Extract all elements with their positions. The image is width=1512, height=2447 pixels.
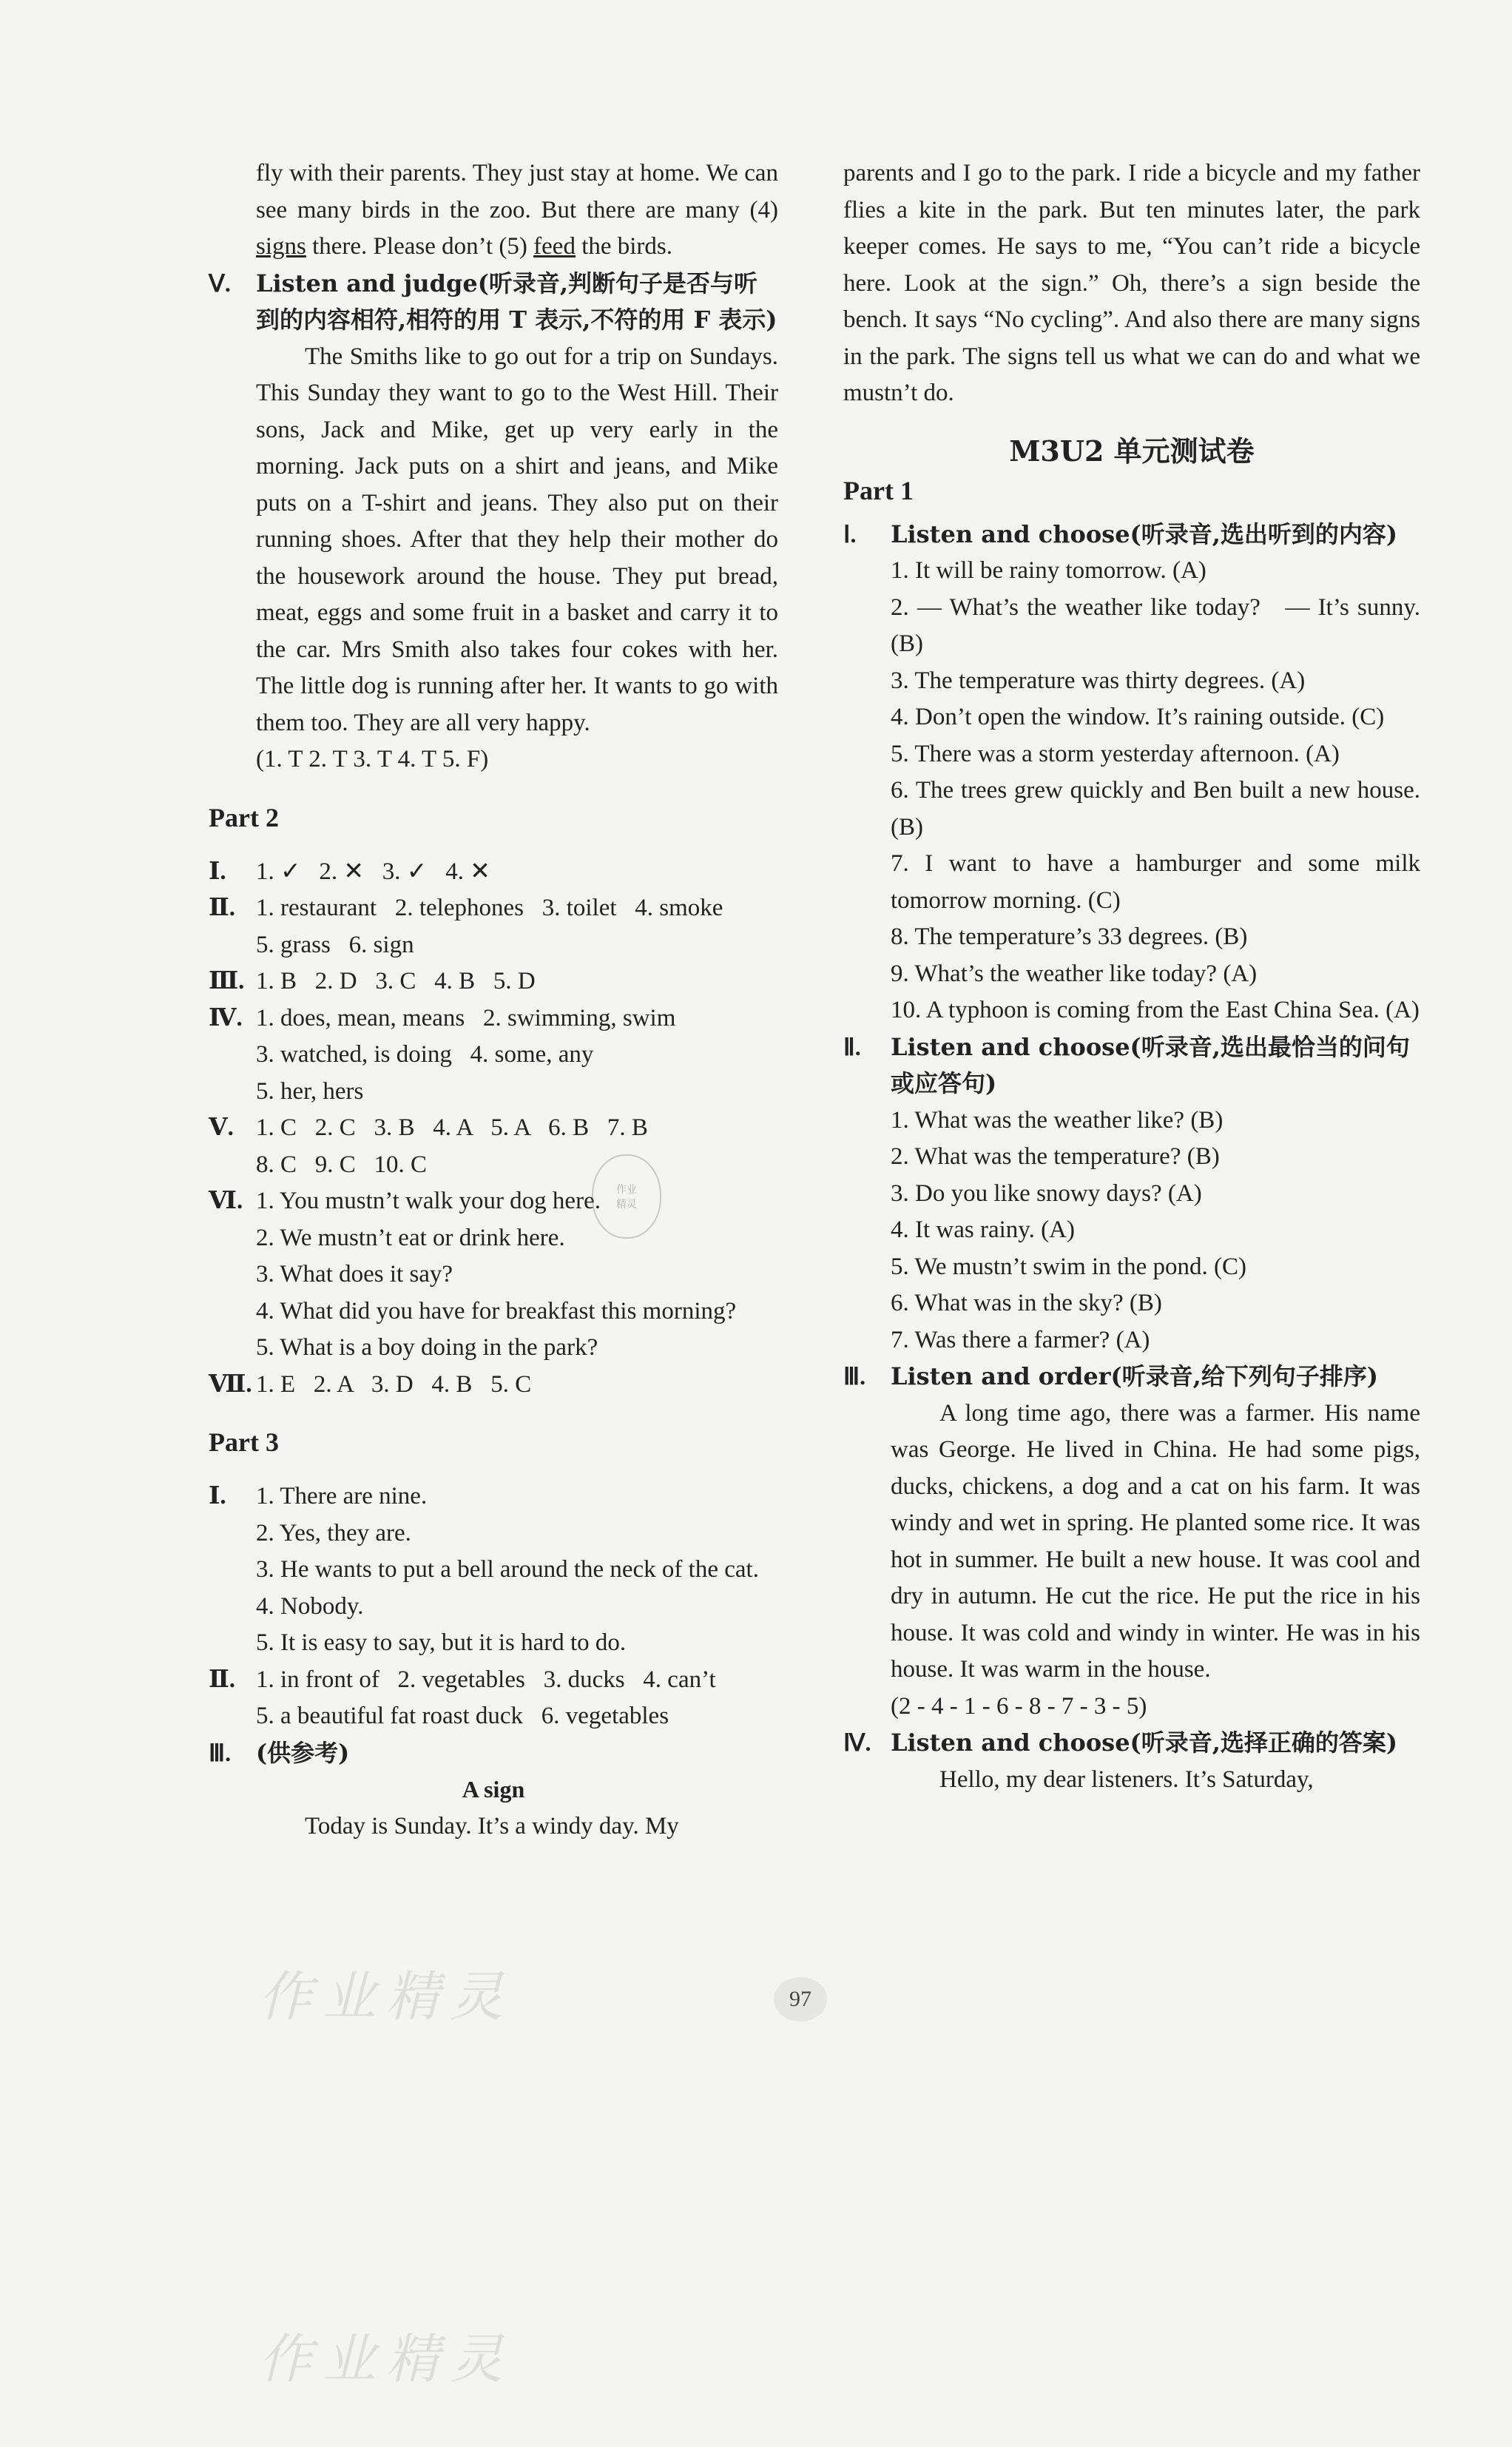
roman-numeral: Ⅴ.: [209, 1114, 234, 1141]
answer-signs: signs: [256, 233, 306, 260]
answer-line: 1. You mustn’t walk your dog here.: [256, 1188, 601, 1214]
answer-line: 1. B 2. D 3. C 4. B 5. D: [256, 968, 536, 994]
answer-row: [209, 1183, 778, 1367]
list-item: 2. — What’s the weather like today? — It’s sunny. (B): [891, 593, 1427, 657]
list-item: 9. What’s the weather like today? (A): [891, 960, 1258, 987]
section-v-heading: Ⅴ. Listen and judge(听录音,判断句子是否与听到的内容相符,相符的用 T 表示,不符的用 F 表示): [209, 269, 777, 334]
list-item: 7. I want to have a hamburger and some milk tomorrow morning. (C): [891, 850, 1427, 914]
answer-line: 5. What is a boy doing in the park?: [256, 1334, 598, 1361]
answer-row: [209, 890, 778, 963]
answer-row: [209, 1367, 778, 1404]
list-item: 8. The temperature’s 33 degrees. (B): [891, 923, 1248, 950]
roman-numeral: Ⅶ.: [209, 1370, 252, 1398]
r-section-iii-heading: Ⅲ. Listen and order(听录音,给下列句子排序): [843, 1362, 1378, 1390]
answer-line: 3. What does it say?: [256, 1261, 453, 1288]
list-item: 6. What was in the sky? (B): [891, 1290, 1162, 1316]
part1-title: Part 1: [843, 475, 914, 505]
answer-line: 1. ✓ 2. ✕ 3. ✓ 4. ✕: [256, 858, 490, 885]
answer-row: [209, 1478, 778, 1662]
list-item: 3. Do you like snowy days? (A): [891, 1179, 1202, 1207]
answer-line: 5. a beautiful fat roast duck 6. vegetables: [256, 1703, 669, 1729]
story-continued: parents and I go to the park. I ride a bicycle and my father flies a kite in the park. But ten minutes later, the park keeper comes. He says to me, “You can’t ride a bicycle here. Look at the sign.” Oh, there’s a sign beside the bench. It says “No cycling”. And also there are many signs in the park. The signs tell us what we can do and what we mustn’t do.: [843, 160, 1420, 406]
r-section-iv-passage: Hello, my dear listeners. It’s Saturday,: [939, 1766, 1314, 1793]
right-column: [843, 155, 1427, 1798]
list-item: 5. We mustn’t swim in the pond. (C): [891, 1253, 1247, 1280]
answer-line: 2. We mustn’t eat or drink here.: [256, 1224, 565, 1251]
answer-row: [209, 1110, 778, 1183]
section-v-passage: The Smiths like to go out for a trip on Sundays. This Sunday they want to go to the West Hill. Their sons, Jack and Mike, get up very early in the morning. Jack puts on a shirt and jeans, and Mike puts on a T-shirt and jeans. They also put on their running shoes. After that they help their mother do the housework around the house. They put bread, meat, eggs and some fruit in a basket and carry it to the car. Mrs Smith also takes four cokes with her. The little dog is running after her. It wants to go with them too. They are all very happy.: [256, 343, 778, 736]
r-section-iii-answer: (2 - 4 - 1 - 6 - 8 - 7 - 3 - 5): [891, 1692, 1147, 1720]
answer-row: [209, 1000, 778, 1111]
section-v-answer: (1. T 2. T 3. T 4. T 5. F): [256, 746, 489, 773]
roman-numeral: Ⅳ.: [209, 1004, 243, 1031]
answer-line: 4. Nobody.: [256, 1592, 364, 1620]
answer-line: 8. C 9. C 10. C: [256, 1151, 428, 1178]
r-section-ii-list: [843, 1103, 1420, 1359]
answer-line: 5. It is easy to say, but it is hard to do.: [256, 1629, 627, 1656]
list-item: 5. There was a storm yesterday afternoon. (A): [891, 740, 1340, 767]
r-section-i-heading: Ⅰ. Listen and choose(听录音,选出听到的内容): [843, 519, 1397, 548]
list-item: 2. What was the temperature? (B): [891, 1143, 1220, 1170]
list-item: 7. Was there a farmer? (A): [891, 1326, 1150, 1353]
answer-line: 1. restaurant 2. telephones 3. toilet 4. smoke: [256, 895, 723, 921]
part3-title: Part 3: [209, 1427, 279, 1457]
intro-paragraph: fly with their parents. They just stay at home. We can see many birds in the zoo. But there are many (4) signs there. Please don’t (5) feed the birds.: [256, 160, 778, 260]
list-item: 4. Don’t open the window. It’s raining outside. (C): [891, 704, 1385, 730]
part3-list: [209, 1478, 778, 1735]
story-title: A sign: [462, 1776, 525, 1803]
list-item: 10. A typhoon is coming from the East China Sea. (A): [891, 997, 1420, 1023]
answer-line: 2. Yes, they are.: [256, 1519, 411, 1546]
r-section-iii-passage: A long time ago, there was a farmer. His name was George. He lived in China. He had some pigs, ducks, chickens, a dog and a cat on his farm. It was windy and wet in spring. He planted some rice. It was hot in summer. He built a new house. It was cool and dry in autumn. He cut the rice. He put the rice in his house. It was cold and windy in winter. He was in his house. It was warm in the house.: [891, 1399, 1420, 1683]
r-section-ii-heading: Ⅱ. Listen and choose(听录音,选出最恰当的问句或应答句): [843, 1032, 1410, 1097]
part3-section-iii: Ⅲ. (供参考): [209, 1738, 350, 1767]
stamp-seal: 作业 精灵: [592, 1154, 661, 1239]
part2-title: Part 2: [209, 802, 279, 832]
answer-line: 5. grass 6. sign: [256, 931, 414, 958]
left-column: [209, 155, 778, 1845]
answer-row: [209, 1662, 778, 1735]
watermark-logo: 作业精灵: [259, 1965, 514, 2027]
roman-numeral: Ⅱ.: [209, 1666, 236, 1693]
answer-row: [209, 854, 778, 891]
answer-feed: feed: [533, 233, 576, 260]
answer-line: 4. What did you have for breakfast this morning?: [256, 1297, 737, 1325]
answer-line: 1. in front of 2. vegetables 3. ducks 4. can’t: [256, 1666, 716, 1693]
answer-line: 5. her, hers: [256, 1077, 364, 1105]
answer-line: 1. C 2. C 3. B 4. A 5. A 6. B 7. B: [256, 1114, 648, 1141]
list-item: 4. It was rainy. (A): [891, 1216, 1075, 1243]
roman-numeral: Ⅲ.: [209, 968, 245, 994]
roman-numeral: Ⅱ.: [209, 895, 236, 921]
list-item: 3. The temperature was thirty degrees. (A): [891, 667, 1306, 694]
part2-list: [209, 854, 778, 1404]
answer-line: 3. watched, is doing 4. some, any: [256, 1041, 594, 1068]
list-item: 6. The trees grew quickly and Ben built a new house. (B): [891, 777, 1427, 841]
roman-numeral: Ⅰ.: [209, 858, 226, 885]
answer-line: 1. E 2. A 3. D 4. B 5. C: [256, 1370, 532, 1398]
r-section-iv-heading: Ⅳ. Listen and choose(听录音,选择正确的答案): [843, 1729, 1397, 1757]
story-start: Today is Sunday. It’s a windy day. My: [305, 1812, 679, 1840]
answer-line: 3. He wants to put a bell around the neck of the cat.: [256, 1556, 759, 1583]
page-number: 97: [774, 1977, 827, 2022]
watermark-logo-bottom: 作业精灵: [259, 2328, 514, 2390]
answer-line: 1. does, mean, means 2. swimming, swim: [256, 1004, 676, 1031]
list-item: 1. What was the weather like? (B): [891, 1106, 1224, 1134]
r-section-i-list: [843, 553, 1427, 1029]
answer-line: 1. There are nine.: [256, 1483, 428, 1509]
roman-numeral: Ⅵ.: [209, 1188, 243, 1214]
answer-row: [209, 963, 778, 1000]
roman-numeral: Ⅰ.: [209, 1483, 226, 1509]
unit-test-title: M3U2 单元测试卷: [1009, 434, 1255, 468]
list-item: 1. It will be rainy tomorrow. (A): [891, 557, 1206, 584]
